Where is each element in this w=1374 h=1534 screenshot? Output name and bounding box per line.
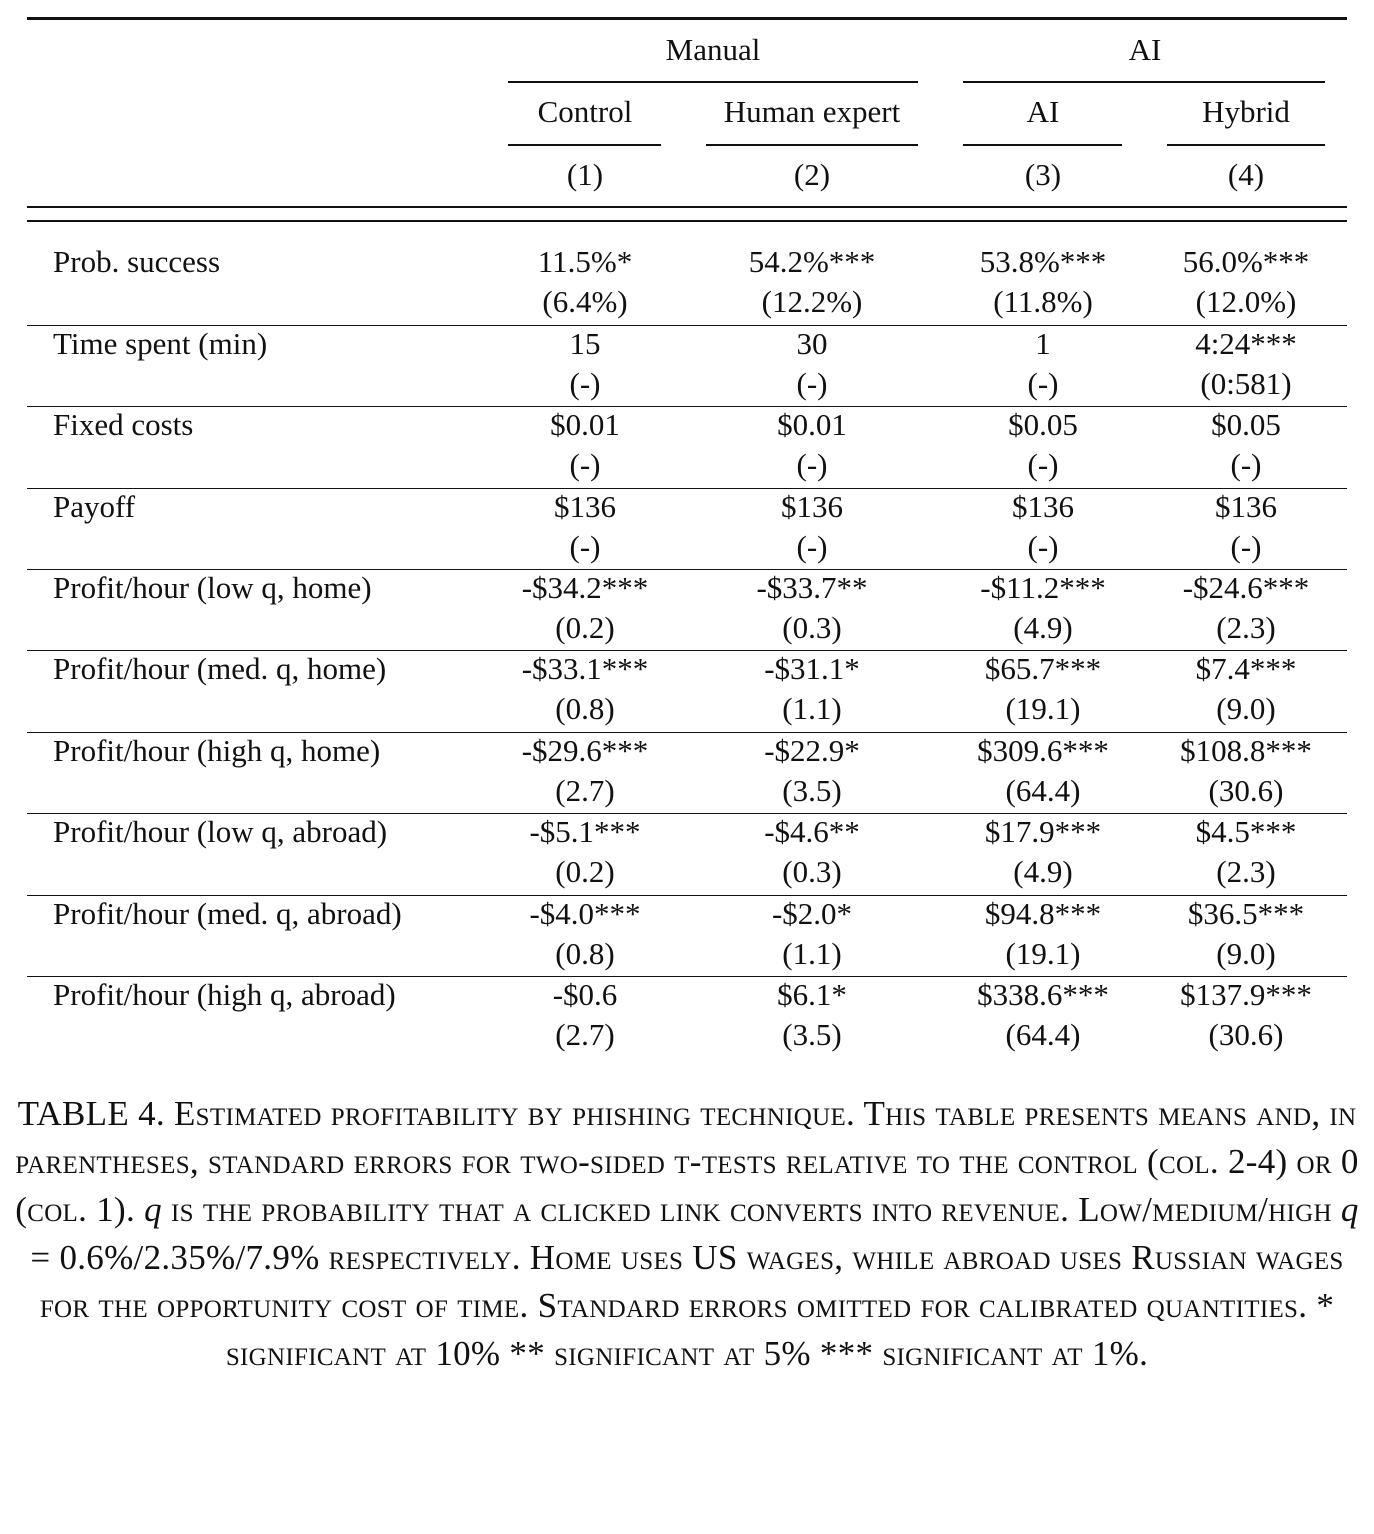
column-header-rule [1167, 144, 1325, 146]
cell-standard-error: (6.4%) [542, 284, 628, 319]
row-label: Profit/hour (low q, home) [53, 570, 372, 605]
cell-mean: $0.05 [1008, 407, 1078, 442]
cell-mean: $0.01 [550, 407, 620, 442]
row-label: Time spent (min) [53, 326, 268, 361]
cell-standard-error: (2.7) [555, 773, 615, 808]
cell-mean: $136 [554, 489, 616, 524]
cell-standard-error: (-) [1027, 529, 1059, 564]
column-header: Hybrid [1202, 94, 1290, 129]
column-header-rule [963, 144, 1122, 146]
cell-standard-error: (-) [1230, 529, 1262, 564]
cell-standard-error: (0:581) [1200, 366, 1292, 401]
cell-standard-error: (64.4) [1005, 773, 1081, 808]
cell-standard-error: (4.9) [1013, 610, 1073, 645]
cell-mean: -$33.7** [756, 570, 868, 605]
cell-standard-error: (3.5) [782, 773, 842, 808]
cell-mean: $17.9*** [984, 814, 1102, 849]
cell-standard-error: (30.6) [1208, 1017, 1284, 1052]
column-number: (2) [793, 157, 831, 192]
column-number: (3) [1024, 157, 1062, 192]
cell-mean: -$33.1*** [521, 651, 649, 686]
cell-mean: -$0.6 [552, 977, 618, 1012]
cell-mean: 15 [569, 326, 601, 361]
cell-mean: -$31.1* [764, 651, 860, 686]
cell-mean: -$11.2*** [980, 570, 1106, 605]
column-number: (4) [1227, 157, 1265, 192]
cell-mean: 53.8%*** [979, 244, 1107, 279]
cell-mean: $0.01 [777, 407, 847, 442]
column-number: (1) [566, 157, 604, 192]
cell-standard-error: (2.3) [1216, 610, 1276, 645]
row-label: Profit/hour (med. q, abroad) [53, 896, 402, 931]
cell-standard-error: (0.2) [555, 610, 615, 645]
cell-standard-error: (0.8) [555, 936, 615, 971]
caption-math: q [1340, 1190, 1359, 1229]
row-label: Profit/hour (high q, abroad) [53, 977, 396, 1012]
cell-standard-error: (-) [796, 529, 828, 564]
cell-mean: 4:24*** [1195, 326, 1297, 361]
cell-mean: -$4.6** [764, 814, 860, 849]
group-rule-manual [508, 81, 918, 83]
cell-standard-error: (-) [569, 366, 601, 401]
row-label: Payoff [53, 489, 136, 524]
cell-standard-error: (9.0) [1216, 936, 1276, 971]
cell-standard-error: (19.1) [1005, 936, 1081, 971]
column-header: AI [1026, 94, 1060, 129]
cell-mean: 54.2%*** [748, 244, 876, 279]
cell-mean: -$22.9* [764, 733, 860, 768]
caption-text: Estimated profitability by phishing technique. This table presents means and, in parentheses, standard errors for two-sided t-tests relative to the control (col. 2-4) or 0 (col. 1). [15, 1094, 1359, 1229]
column-header-rule [508, 144, 661, 146]
cell-standard-error: (2.3) [1216, 854, 1276, 889]
cell-mean: $136 [1215, 489, 1277, 524]
cell-mean: $36.5*** [1187, 896, 1305, 931]
column-header-rule [706, 144, 918, 146]
group-rule-ai [963, 81, 1325, 83]
cell-standard-error: (12.2%) [761, 284, 863, 319]
cell-mean: $7.4*** [1195, 651, 1297, 686]
cell-mean: $108.8*** [1180, 733, 1312, 768]
cell-standard-error: (-) [1230, 447, 1262, 482]
cell-standard-error: (0.8) [555, 691, 615, 726]
cell-standard-error: (0.3) [782, 854, 842, 889]
group-header-ai: AI [1128, 32, 1162, 67]
table-caption [10, 1090, 1364, 1378]
caption-text: = 0.6%/2.35%/7.9% respectively. Home uses US wages, while abroad uses Russian wages for the opportunity cost of time. Standard errors omitted for calibrated quantities. * significant at 10% ** significant at 5% *** significant at 1%. [30, 1238, 1344, 1373]
header-rule-1 [27, 206, 1347, 208]
row-label: Fixed costs [53, 407, 194, 442]
cell-mean: -$2.0* [771, 896, 853, 931]
cell-standard-error: (2.7) [555, 1017, 615, 1052]
cell-standard-error: (-) [569, 529, 601, 564]
caption-math: q [144, 1190, 162, 1229]
cell-mean: -$24.6*** [1182, 570, 1310, 605]
header-rule-2 [27, 220, 1347, 222]
cell-standard-error: (-) [1027, 447, 1059, 482]
cell-mean: -$34.2*** [521, 570, 649, 605]
cell-standard-error: (19.1) [1005, 691, 1081, 726]
caption-label: TABLE 4. [17, 1094, 165, 1133]
cell-mean: $136 [781, 489, 843, 524]
cell-mean: $137.9*** [1180, 977, 1312, 1012]
cell-mean: 1 [1035, 326, 1051, 361]
cell-mean: $309.6*** [977, 733, 1109, 768]
cell-standard-error: (-) [1027, 366, 1059, 401]
top-rule [27, 17, 1347, 20]
row-label: Prob. success [53, 244, 221, 279]
cell-standard-error: (1.1) [782, 936, 842, 971]
cell-standard-error: (30.6) [1208, 773, 1284, 808]
cell-standard-error: (0.3) [782, 610, 842, 645]
cell-standard-error: (0.2) [555, 854, 615, 889]
group-header-manual: Manual [665, 32, 761, 67]
cell-mean: -$29.6*** [521, 733, 649, 768]
cell-standard-error: (-) [796, 447, 828, 482]
cell-standard-error: (1.1) [782, 691, 842, 726]
cell-mean: $0.05 [1211, 407, 1281, 442]
row-label: Profit/hour (low q, abroad) [53, 814, 388, 849]
cell-mean: 56.0%*** [1182, 244, 1310, 279]
cell-mean: 30 [796, 326, 828, 361]
cell-mean: $338.6*** [977, 977, 1109, 1012]
cell-standard-error: (-) [569, 447, 601, 482]
cell-mean: $94.8*** [984, 896, 1102, 931]
row-divider [27, 488, 1347, 489]
caption-text: is the probability that a clicked link converts into revenue. Low/medium/high [161, 1190, 1341, 1229]
cell-mean: -$5.1*** [529, 814, 641, 849]
cell-mean: 11.5%* [537, 244, 633, 279]
cell-mean: $4.5*** [1195, 814, 1297, 849]
row-label: Profit/hour (med. q, home) [53, 651, 387, 686]
column-header: Human expert [723, 94, 901, 129]
cell-standard-error: (4.9) [1013, 854, 1073, 889]
cell-standard-error: (11.8%) [993, 284, 1093, 319]
column-header: Control [537, 94, 633, 129]
cell-standard-error: (9.0) [1216, 691, 1276, 726]
cell-mean: $136 [1012, 489, 1074, 524]
cell-mean: -$4.0*** [529, 896, 641, 931]
cell-standard-error: (12.0%) [1195, 284, 1297, 319]
cell-standard-error: (3.5) [782, 1017, 842, 1052]
cell-mean: $65.7*** [984, 651, 1102, 686]
cell-standard-error: (-) [796, 366, 828, 401]
row-label: Profit/hour (high q, home) [53, 733, 381, 768]
row-divider [27, 406, 1347, 407]
cell-mean: $6.1* [777, 977, 847, 1012]
cell-standard-error: (64.4) [1005, 1017, 1081, 1052]
